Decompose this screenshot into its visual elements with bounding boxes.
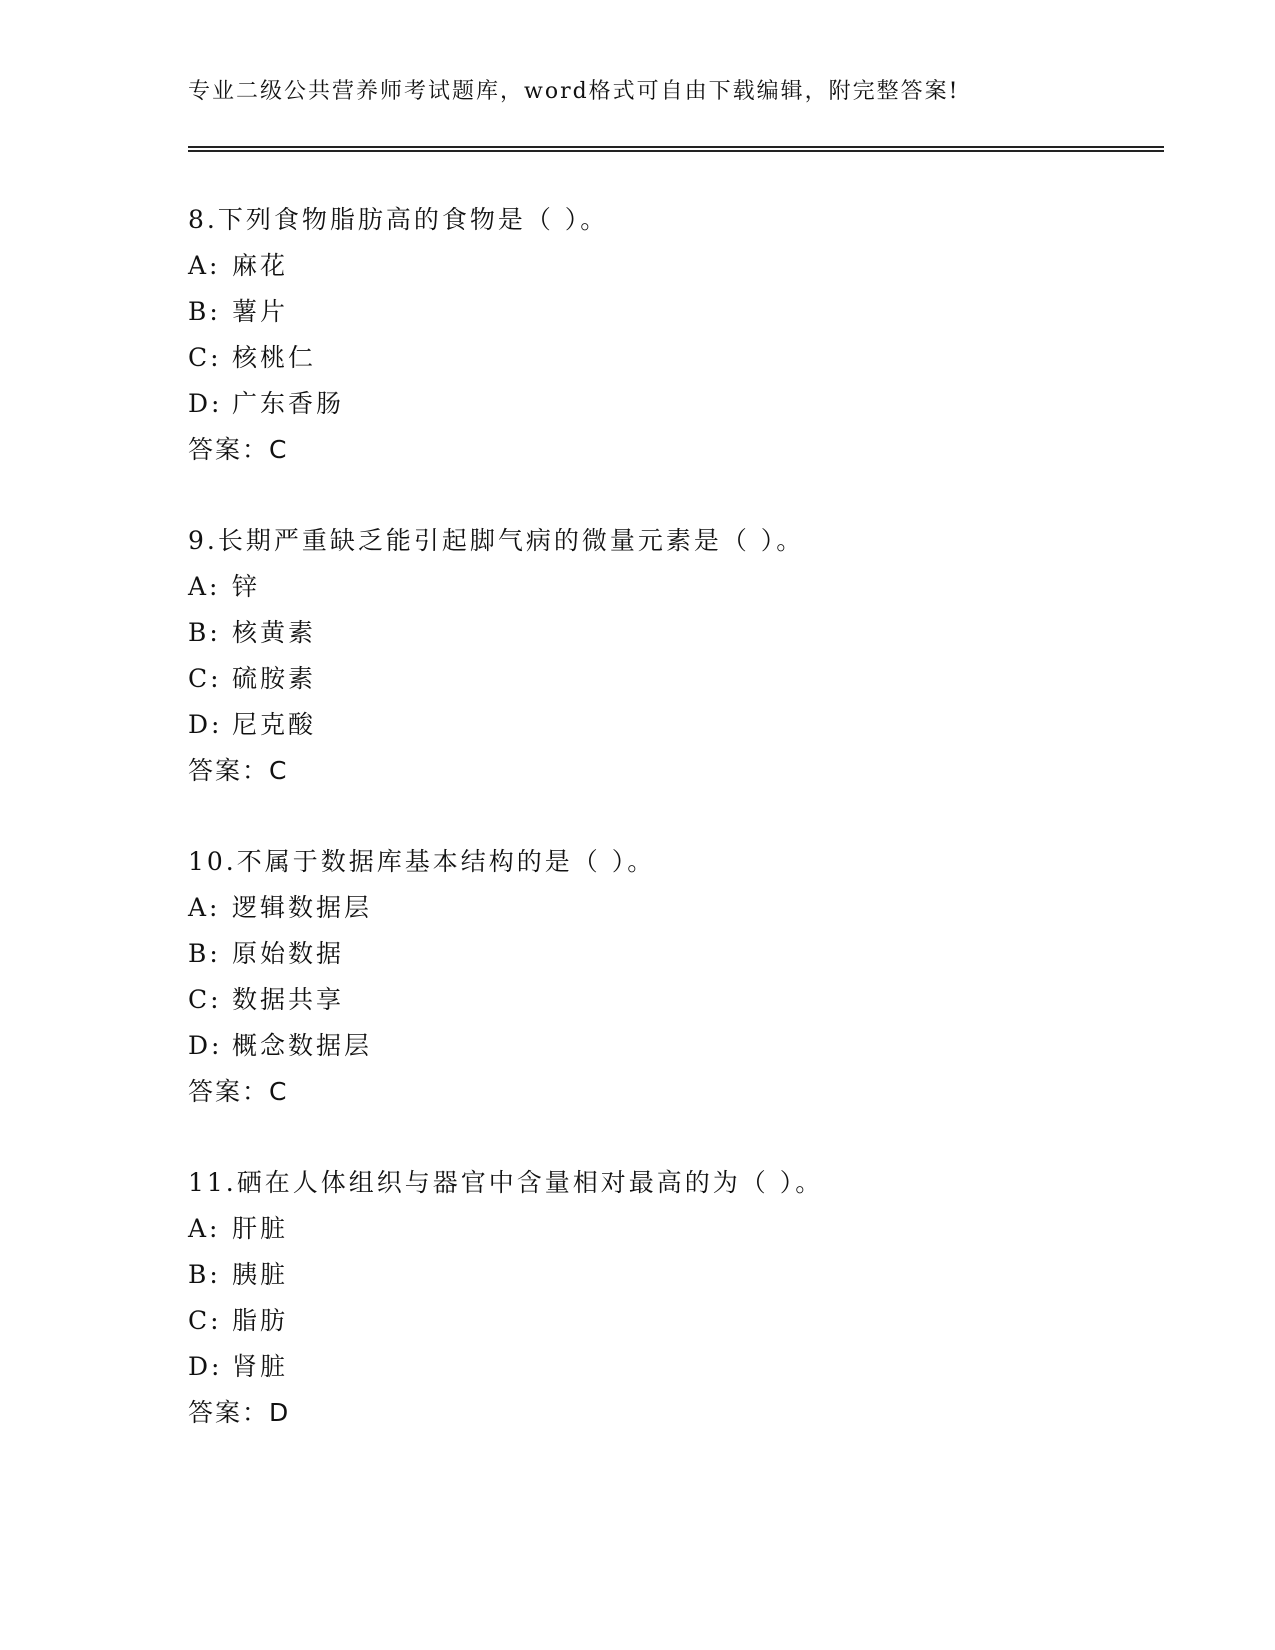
option-d: [188, 1023, 1168, 1069]
question-block: [188, 1160, 1168, 1436]
option-text: 概念数据层: [232, 1031, 373, 1060]
option-a: [188, 243, 1168, 289]
option-text: 逻辑数据层: [232, 893, 373, 922]
option-letter: B:: [188, 939, 221, 968]
option-text: 核桃仁: [232, 343, 317, 372]
option-c: [188, 977, 1168, 1023]
option-c: [188, 335, 1168, 381]
question-stem: 11.硒在人体组织与器官中含量相对最高的为（ ）。: [188, 1168, 824, 1197]
question-stem: 9.长期严重缺乏能引起脚气病的微量元素是（ ）。: [188, 526, 805, 555]
question-stem: 10.不属于数据库基本结构的是（ ）。: [188, 847, 656, 876]
option-text: 数据共享: [232, 985, 345, 1014]
option-c: [188, 656, 1168, 702]
option-a: [188, 885, 1168, 931]
header-double-rule: [188, 146, 1164, 152]
option-letter: D:: [188, 389, 223, 418]
option-d: [188, 1344, 1168, 1390]
option-letter: D:: [188, 1352, 223, 1381]
answer-line: 答案：C: [188, 756, 289, 785]
option-b: [188, 931, 1168, 977]
option-a: [188, 1206, 1168, 1252]
option-a: [188, 564, 1168, 610]
option-letter: C:: [188, 1306, 222, 1335]
option-b: [188, 289, 1168, 335]
option-letter: B:: [188, 618, 221, 647]
option-text: 麻花: [232, 251, 289, 280]
option-text: 薯片: [232, 297, 289, 326]
option-c: [188, 1298, 1168, 1344]
question-block: [188, 839, 1168, 1115]
option-text: 原始数据: [232, 939, 345, 968]
option-letter: A:: [188, 1214, 221, 1243]
option-text: 核黄素: [232, 618, 317, 647]
option-text: 锌: [232, 572, 261, 601]
option-text: 肝脏: [232, 1214, 289, 1243]
option-b: [188, 610, 1168, 656]
option-letter: C:: [188, 343, 222, 372]
question-stem: 8.下列食物脂肪高的食物是（ ）。: [188, 205, 609, 234]
option-letter: B:: [188, 1260, 221, 1289]
option-letter: A:: [188, 251, 221, 280]
answer-line: 答案：C: [188, 435, 289, 464]
option-letter: A:: [188, 572, 221, 601]
option-text: 硫胺素: [232, 664, 317, 693]
option-text: 广东香肠: [232, 389, 345, 418]
option-text: 尼克酸: [232, 710, 317, 739]
option-text: 脂肪: [232, 1306, 289, 1335]
option-d: [188, 702, 1168, 748]
option-letter: D:: [188, 1031, 223, 1060]
option-text: 胰脏: [232, 1260, 289, 1289]
answer-line: 答案：D: [188, 1398, 291, 1427]
option-b: [188, 1252, 1168, 1298]
question-block: [188, 197, 1168, 473]
question-block: [188, 518, 1168, 794]
option-letter: D:: [188, 710, 223, 739]
option-d: [188, 381, 1168, 427]
document-header: 专业二级公共营养师考试题库，word格式可自由下载编辑，附完整答案!: [188, 79, 960, 104]
answer-line: 答案：C: [188, 1077, 289, 1106]
option-text: 肾脏: [232, 1352, 289, 1381]
option-letter: C:: [188, 985, 222, 1014]
option-letter: B:: [188, 297, 221, 326]
option-letter: C:: [188, 664, 222, 693]
option-letter: A:: [188, 893, 221, 922]
